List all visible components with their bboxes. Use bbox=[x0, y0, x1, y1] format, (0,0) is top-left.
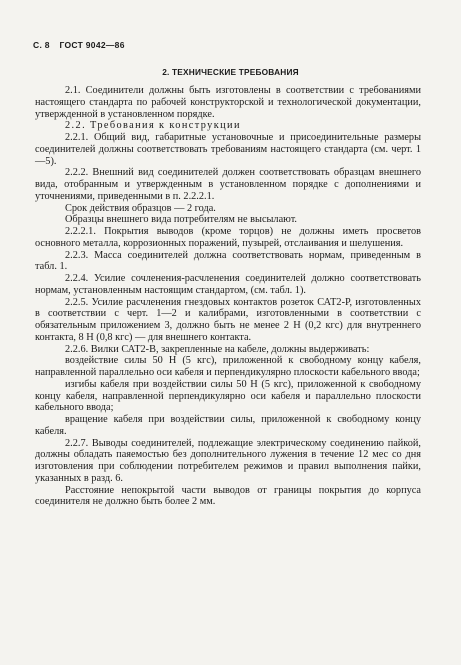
paragraph-uncoated-distance: Расстояние непокрытой части выводов от границы покрытия до корпуса соединителя не должно быть более 2 мм. bbox=[35, 484, 421, 508]
list-item-axial-force: воздействие силы 50 Н (5 кгс), приложенной к свободному концу кабеля, направленной параллельно оси кабеля и перпендикулярно плоскости кабельного ввода; bbox=[35, 355, 421, 378]
list-item-rotation: вращение кабеля при воздействии силы, приложенной к свободному концу кабеля. bbox=[35, 414, 421, 437]
paragraph-2-2-7: 2.2.7. Выводы соединителей, подлежащие электрическому соединению пайкой, должны обладать паяемостью без дополнительного лужения в течение 12 мес со дня изготовления при соблюдении потребителем режимов и правил выполнения пайки, указанных в разд. 6. bbox=[35, 437, 421, 484]
page-number: С. 8 bbox=[33, 40, 50, 50]
subsection-heading-2-2: 2.2. Требования к конструкции bbox=[65, 120, 241, 132]
paragraph-2-2-6: 2.2.6. Вилки САТ2-В, закрепленные на кабеле, должны выдерживать: bbox=[65, 343, 370, 355]
paragraph-2-2-2: 2.2.2. Внешний вид соединителей должен соответствовать образцам внешнего вида, отобранным и утвержденным в установленном порядке с дополнениями и уточнениями, приведенными в п. 2.2.2.1. bbox=[35, 167, 421, 202]
section-title: 2. ТЕХНИЧЕСКИЕ ТРЕБОВАНИЯ bbox=[162, 67, 299, 77]
paragraph-2-2-2-1: 2.2.2.1. Покрытия выводов (кроме торцов) не должны иметь просветов основного металла, коррозионных поражений, пузырей, отслаивания и шелушения. bbox=[35, 226, 421, 249]
list-item-bending: изгибы кабеля при воздействии силы 50 Н (5 кгс), приложенной к свободному концу кабеля, направленной перпендикулярно оси кабеля и параллельно плоскости кабельного ввода; bbox=[35, 378, 421, 414]
page-header bbox=[33, 40, 132, 50]
paragraph-2-2-4: 2.2.4. Усилие сочленения-расчленения соединителей должно соответствовать нормам, установленным настоящим стандартом, (см. табл. 1). bbox=[35, 273, 421, 296]
paragraph-2-2-3: 2.2.3. Масса соединителей должна соответствовать нормам, приведенным в табл. 1. bbox=[35, 249, 421, 273]
standard-code: ГОСТ 9042—86 bbox=[59, 40, 125, 50]
document-body bbox=[35, 85, 421, 508]
paragraph-sample-validity: Срок действия образцов — 2 года. bbox=[65, 202, 216, 214]
paragraph-2-2-1: 2.2.1. Общий вид, габаритные установочные и присоединительные размеры соединителей должны соответствовать требованиям настоящего стандарта (см. черт. 1—5). bbox=[35, 132, 421, 167]
paragraph-2-1: 2.1. Соединители должны быть изготовлены в соответствии с требованиями настоящего стандарта по рабочей конструкторской и технологической документации, утвержденной в установленном порядке. bbox=[35, 85, 421, 120]
paragraph-samples-not-sent: Образцы внешнего вида потребителям не высылают. bbox=[65, 214, 298, 226]
paragraph-2-2-5: 2.2.5. Усилие расчленения гнездовых контактов розеток САТ2-Р, изготовленных в соответствии с черт. 1—2 и калибрами, изготовленными в соответствии с обязательным приложением 3, должно быть не менее 2 Н (0,2 кгс) для внутреннего контакта, 8 Н (0,8 кгс) — для внешнего контакта. bbox=[35, 296, 421, 343]
